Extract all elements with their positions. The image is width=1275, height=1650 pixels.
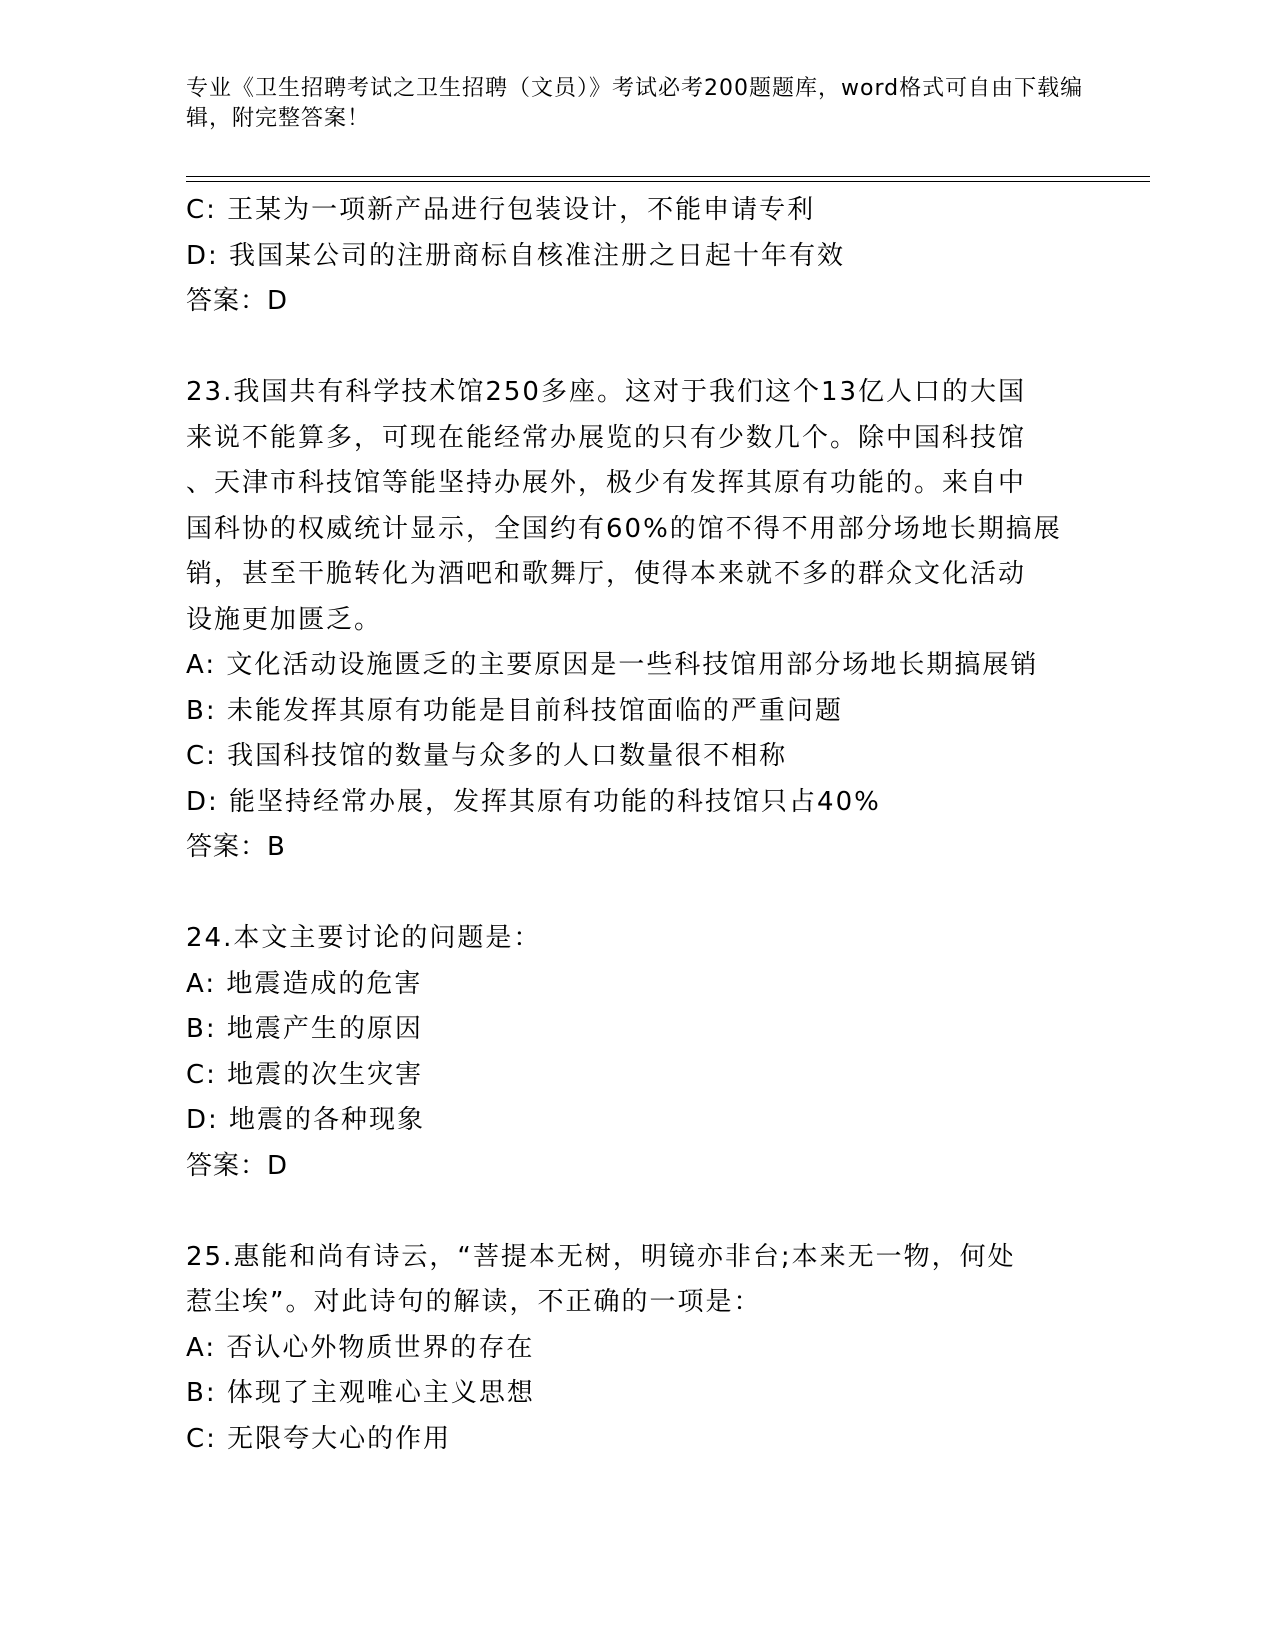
document-title: 专业《卫生招聘考试之卫生招聘（文员）》考试必考200题题库，word格式可自由下载编辑，附完整答案！: [186, 76, 1084, 131]
question-stem-line: 24.本文主要讨论的问题是：: [186, 923, 542, 953]
option-b: B: 未能发挥其原有功能是目前科技馆面临的严重问题: [186, 695, 843, 726]
question-stem-line: 设施更加匮乏。: [186, 604, 383, 635]
option-d: D: 能坚持经常办展，发挥其原有功能的科技馆只占40%: [186, 786, 881, 817]
question-22: [186, 188, 1106, 325]
option-c: C: 地震的次生灾害: [186, 1059, 424, 1090]
answer-line: 答案：B: [186, 832, 286, 862]
question-25: [186, 1235, 1106, 1463]
question-stem-line: 、天津市科技馆等能坚持办展外，极少有发挥其原有功能的。来自中: [186, 468, 1027, 498]
answer-line: 答案：D: [186, 1150, 289, 1181]
option-b: B: 地震产生的原因: [186, 1014, 423, 1044]
page-header: [186, 74, 1086, 134]
option-a: A: 否认心外物质世界的存在: [186, 1332, 535, 1363]
option-c: C: 王某为一项新产品进行包装设计，不能申请专利: [186, 195, 816, 225]
question-stem-line: 23.我国共有科学技术馆250多座。这对于我们这个13亿人口的大国: [186, 377, 1027, 407]
question-stem-line: 惹尘埃”。对此诗句的解读，不正确的一项是：: [186, 1287, 762, 1317]
answer-line: 答案：D: [186, 286, 289, 316]
question-stem-line: 25.惠能和尚有诗云，“菩提本无树，明镜亦非台;本来无一物，何处: [186, 1241, 1016, 1272]
document-body: [186, 188, 1106, 1462]
question-23: [186, 370, 1106, 871]
option-c: C: 无限夸大心的作用: [186, 1423, 452, 1454]
option-b: B: 体现了主观唯心主义思想: [186, 1378, 535, 1408]
header-divider: [186, 176, 1150, 182]
option-a: A: 地震造成的危害: [186, 968, 423, 999]
option-d: D: 我国某公司的注册商标自核准注册之日起十年有效: [186, 240, 846, 271]
option-a: A: 文化活动设施匮乏的主要原因是一些科技馆用部分场地长期搞展销: [186, 650, 1039, 680]
question-stem-line: 来说不能算多，可现在能经常办展览的只有少数几个。除中国科技馆: [186, 422, 1027, 453]
question-stem-line: 国科协的权威统计显示，全国约有60%的馆不得不用部分场地长期搞展: [186, 513, 1062, 544]
option-d: D: 地震的各种现象: [186, 1105, 426, 1135]
question-24: [186, 916, 1106, 1189]
question-stem-line: 销，甚至干脆转化为酒吧和歌舞厅，使得本来就不多的群众文化活动: [186, 559, 1027, 589]
option-c: C: 我国科技馆的数量与众多的人口数量很不相称: [186, 741, 788, 771]
